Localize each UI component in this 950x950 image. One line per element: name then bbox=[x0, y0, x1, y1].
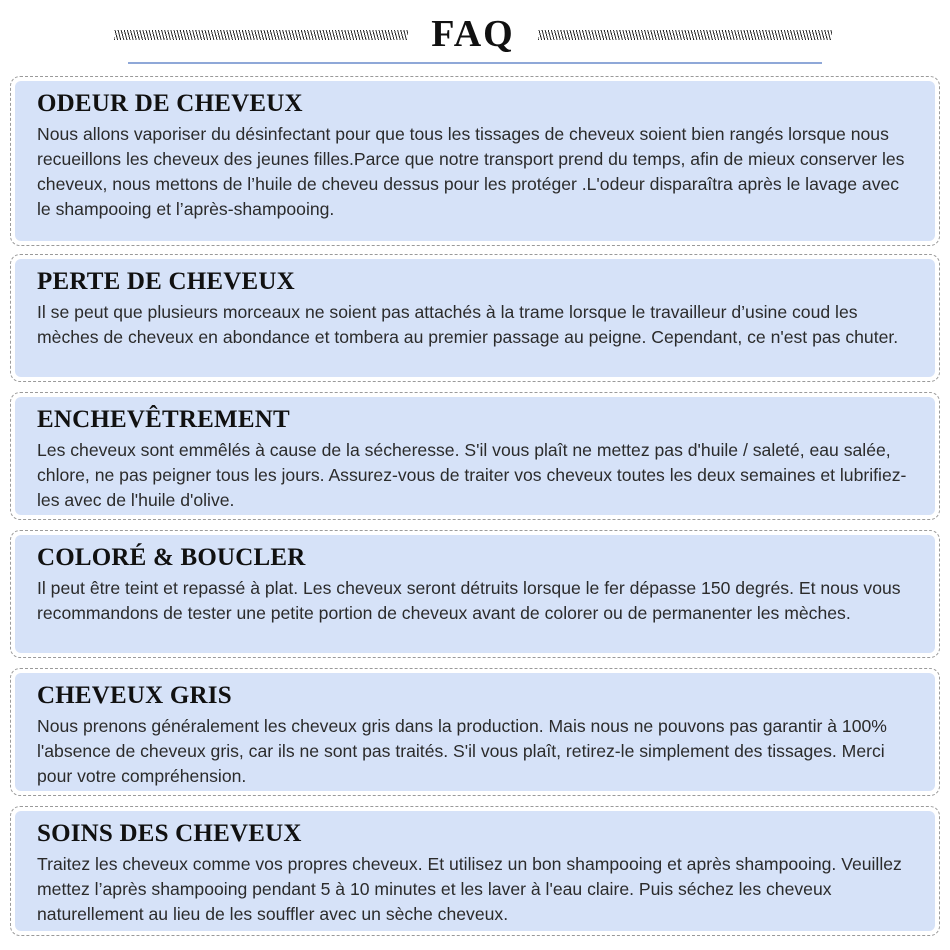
faq-card bbox=[15, 81, 935, 241]
faq-heading: SOINS DES CHEVEUX bbox=[37, 820, 302, 847]
faq-card bbox=[15, 397, 935, 515]
faq-answer: Il se peut que plusieurs morceaux ne soient pas attachés à la trame lorsque le travailleur d’usine coud les mèches de cheveux en abondance et tombera au premier passage au peigne. Cependant, ce n'est pas chuter. bbox=[37, 302, 899, 347]
faq-answer: Les cheveux sont emmêlés à cause de la sécheresse. S'il vous plaît ne mettez pas d'huile / saleté, eau salée, chlore, ne pas peigner tous les jours. Assurez-vous de traiter vos cheveux toutes les deux semaines et lubrifiez-les avec de l'huile d'olive. bbox=[37, 440, 907, 510]
faq-heading: CHEVEUX GRIS bbox=[37, 682, 232, 709]
faq-card bbox=[15, 811, 935, 931]
faq-answer: Nous allons vaporiser du désinfectant pour que tous les tissages de cheveux soient bien rangés lorsque nous recueillons les cheveux des jeunes filles.Parce que notre transport prend du temps, afin de mieux conserver les cheveux, nous mettons de l’huile de cheveu dessus pour les protéger .L'odeur disparaîtra après le lavage avec le shampooing et l’après-shampooing. bbox=[37, 124, 905, 219]
faq-card bbox=[15, 673, 935, 791]
faq-heading: ENCHEVÊTREMENT bbox=[37, 406, 290, 433]
faq-card bbox=[15, 259, 935, 377]
faq-heading: ODEUR DE CHEVEUX bbox=[37, 90, 303, 117]
faq-answer: Traitez les cheveux comme vos propres cheveux. Et utilisez un bon shampooing et après shampooing. Veuillez mettez l’après shampooing pendant 5 à 10 minutes et les laver à l'eau claire. Puis séchez les cheveux naturellement au lieu de les souffler avec un sèche cheveux. bbox=[37, 854, 902, 924]
faq-item-enchevetrement bbox=[10, 392, 940, 520]
faq-item-gris bbox=[10, 668, 940, 796]
faq-item-colore bbox=[10, 530, 940, 658]
faq-card bbox=[15, 535, 935, 653]
faq-heading: COLORÉ & BOUCLER bbox=[37, 544, 306, 571]
faq-item-soins bbox=[10, 806, 940, 936]
page-title: FAQ bbox=[431, 13, 515, 55]
faq-answer: Il peut être teint et repassé à plat. Les cheveux seront détruits lorsque le fer dépasse 150 degrés. Et nous vous recommandons de tester une petite portion de cheveux avant de colorer ou de permanenter les mèches. bbox=[37, 578, 901, 623]
faq-item-odeur bbox=[10, 76, 940, 246]
faq-heading: PERTE DE CHEVEUX bbox=[37, 268, 295, 295]
faq-answer: Nous prenons généralement les cheveux gris dans la production. Mais nous ne pouvons pas garantir à 100% l'absence de cheveux gris, car ils ne sont pas traités. S'il vous plaît, retirez-le simplement des tissages. Merci pour votre compréhension. bbox=[37, 716, 887, 786]
faq-item-perte bbox=[10, 254, 940, 382]
